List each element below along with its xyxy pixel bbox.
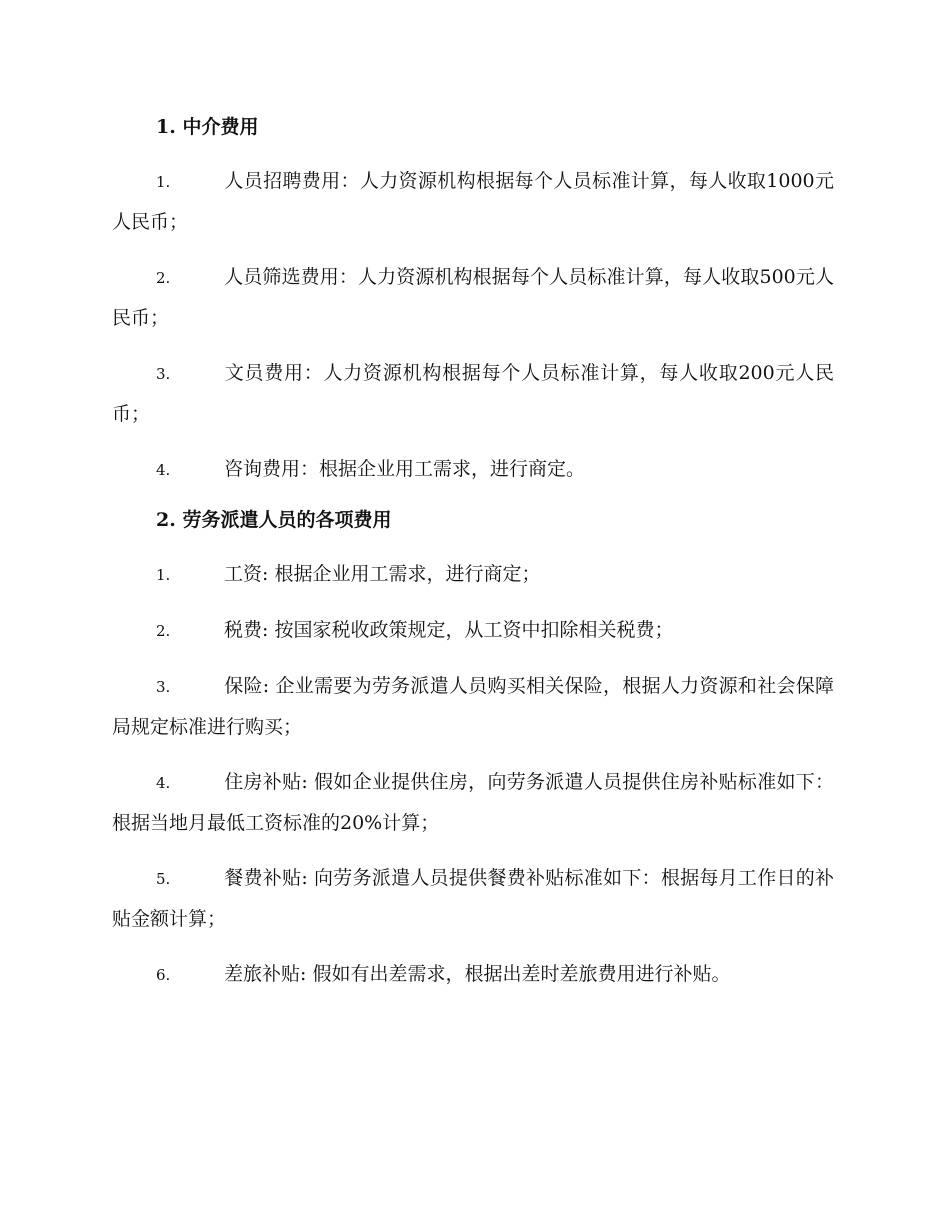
- list-text: 工资: 根据企业用工需求，进行商定；: [224, 563, 541, 585]
- list-item: [112, 353, 834, 434]
- list-number: 4.: [156, 461, 171, 479]
- list-text: 税费: 按国家税收政策规定，从工资中扣除相关税费；: [224, 619, 674, 641]
- list-number: 5.: [156, 870, 171, 888]
- list-text: 咨询费用：根据企业用工需求，进行商定。: [224, 458, 586, 480]
- list-text: 餐费补贴: 向劳务派遣人员提供餐费补贴标准如下：根据每月工作日的补贴金额计算；: [112, 867, 834, 930]
- list-number: 2.: [156, 622, 171, 640]
- list-item: [112, 449, 834, 490]
- section-heading: 2. 劳务派遣人员的各项费用: [156, 509, 392, 531]
- list-item: [112, 257, 834, 338]
- list-number: 1.: [156, 566, 171, 584]
- list-item: [112, 858, 834, 939]
- list-text: 住房补贴: 假如企业提供住房，向劳务派遣人员提供住房补贴标准如下：根据当地月最低工资标准的20%计算；: [112, 771, 834, 834]
- list-number: 6.: [156, 966, 171, 984]
- list-text: 人员招聘费用：人力资源机构根据每个人员标准计算，每人收取1000元人民币；: [112, 170, 834, 233]
- list-text: 保险: 企业需要为劳务派遣人员购买相关保险，根据人力资源和社会保障局规定标准进行购买；: [112, 675, 834, 738]
- list-item: [112, 610, 834, 651]
- list-item: [112, 161, 834, 242]
- list-number: 2.: [156, 269, 171, 287]
- list-item: [112, 554, 834, 595]
- document-body: [112, 112, 834, 1010]
- list-item: [112, 666, 834, 747]
- section-heading: 1. 中介费用: [156, 116, 259, 138]
- list-number: 4.: [156, 774, 171, 792]
- list-number: 1.: [156, 173, 171, 191]
- list-item: [112, 954, 834, 995]
- list-number: 3.: [156, 365, 171, 383]
- list-text: 人员筛选费用：人力资源机构根据每个人员标准计算，每人收取500元人民币；: [112, 266, 834, 329]
- list-text: 差旅补贴: 假如有出差需求，根据出差时差旅费用进行补贴。: [224, 963, 731, 985]
- list-number: 3.: [156, 678, 171, 696]
- list-item: [112, 762, 834, 843]
- list-text: 文员费用：人力资源机构根据每个人员标准计算，每人收取200元人民币；: [112, 362, 834, 425]
